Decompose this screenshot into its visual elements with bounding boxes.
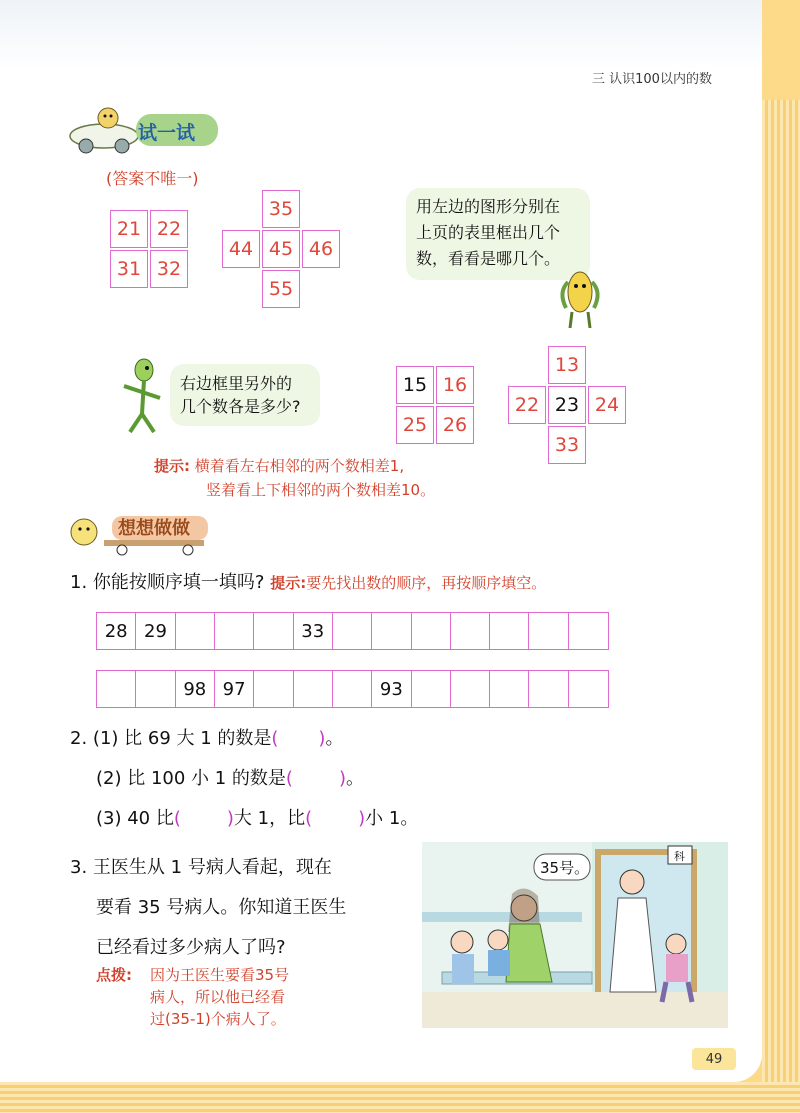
page-edge-bottom <box>0 1082 800 1113</box>
number-cell[interactable] <box>412 671 451 707</box>
bubble-line: 右边框里另外的 <box>180 374 293 393</box>
number-cell[interactable] <box>254 613 293 649</box>
grasshopper-mascot-icon <box>112 352 172 436</box>
grid-cell: 13 <box>548 346 586 384</box>
hint-block <box>154 454 404 478</box>
number-cell: 33 <box>294 613 333 649</box>
number-cell[interactable] <box>372 613 411 649</box>
number-cell[interactable] <box>136 671 175 707</box>
bubble-line: 上页的表里框出几个 <box>416 223 561 242</box>
number-cell[interactable] <box>490 613 529 649</box>
question-text: 你能按顺序填一填吗? <box>92 572 265 593</box>
number-cell[interactable] <box>490 671 529 707</box>
tip-line: 病人，所以他已经看 <box>150 988 286 1006</box>
grid-cell: 46 <box>302 230 340 268</box>
number-cell[interactable] <box>451 613 490 649</box>
number-cell[interactable] <box>529 613 568 649</box>
answer-blank-open[interactable]: ( <box>285 768 293 789</box>
number-cell[interactable] <box>569 613 608 649</box>
grid-cell: 35 <box>262 190 300 228</box>
tip-text <box>150 964 289 1030</box>
speech-bubble <box>170 364 320 426</box>
number-cell[interactable] <box>412 613 451 649</box>
hint-label: 提示: <box>154 457 190 475</box>
number-cell: 98 <box>176 671 215 707</box>
answer-blank-open[interactable]: ( <box>305 808 313 829</box>
chapter-header: 三 认识100以内的数 <box>592 72 712 87</box>
speech-label: 35号。 <box>540 859 590 877</box>
number-cell: 93 <box>372 671 411 707</box>
hint-text: 要先找出数的顺序，再按顺序填空。 <box>306 574 547 592</box>
section2-title: 想想做做 <box>118 518 190 539</box>
grid-cell: 23 <box>548 386 586 424</box>
question-line: 已经看过多少病人了吗? <box>96 937 286 958</box>
question-2-part-3 <box>96 808 418 830</box>
number-cell[interactable] <box>569 671 608 707</box>
number-row-1 <box>96 612 609 650</box>
door-sign: 科 <box>674 850 685 863</box>
tip-label: 点拨: <box>96 966 132 984</box>
tip-line: 因为王医生要看35号 <box>150 966 290 984</box>
grid-cell: 33 <box>548 426 586 464</box>
number-cell: 29 <box>136 613 175 649</box>
bubble-line: 数，看看是哪几个。 <box>416 249 561 268</box>
tip-block <box>96 964 132 986</box>
grid-cell: 24 <box>588 386 626 424</box>
corn-mascot-icon <box>552 262 608 332</box>
grid-cell: 45 <box>262 230 300 268</box>
grid-cell: 44 <box>222 230 260 268</box>
grid-cell: 22 <box>150 210 188 248</box>
question-number: 3. <box>70 857 88 878</box>
question-3 <box>70 848 346 968</box>
question-1 <box>70 572 546 594</box>
top-band <box>0 0 762 70</box>
bubble-line: 用左边的图形分别在 <box>416 197 561 216</box>
hint-label: 提示: <box>270 574 307 592</box>
question-text: 小 1。 <box>365 808 419 829</box>
grid-cell: 22 <box>508 386 546 424</box>
number-cell[interactable] <box>97 671 136 707</box>
answer-blank-open[interactable]: ( <box>173 808 181 829</box>
section1-title: 试一试 <box>138 122 196 144</box>
question-text: 大 1，比 <box>233 808 306 829</box>
number-cell: 97 <box>215 671 254 707</box>
grid-cell: 21 <box>110 210 148 248</box>
number-cell[interactable] <box>333 671 372 707</box>
grid-cell: 15 <box>396 366 434 404</box>
grid-cell: 55 <box>262 270 300 308</box>
number-cell[interactable] <box>451 671 490 707</box>
tip-line: 过(35-1)个病人了。 <box>150 1010 286 1028</box>
grid-cell: 16 <box>436 366 474 404</box>
section1-note: (答案不唯一) <box>106 169 199 188</box>
answer-blank-close: ) <box>358 808 366 829</box>
grid-cell: 32 <box>150 250 188 288</box>
question-line: 王医生从 1 号病人看起，现在 <box>92 857 332 878</box>
question-number: 1. <box>70 572 88 593</box>
number-cell[interactable] <box>333 613 372 649</box>
answer-blank-close: ) <box>318 728 326 749</box>
question-number: 2. <box>70 728 88 749</box>
answer-blank-close: ) <box>226 808 234 829</box>
question-2-part-1 <box>70 728 343 750</box>
page-number: 49 <box>692 1048 736 1070</box>
number-cell[interactable] <box>294 671 333 707</box>
question-line: 要看 35 号病人。你知道王医生 <box>96 897 347 918</box>
answer-blank-close: ) <box>338 768 346 789</box>
number-cell[interactable] <box>215 613 254 649</box>
grid-cell: 31 <box>110 250 148 288</box>
number-cell[interactable] <box>254 671 293 707</box>
punct: 。 <box>325 728 344 749</box>
grid-cell: 26 <box>436 406 474 444</box>
grid-cell: 25 <box>396 406 434 444</box>
number-row-2 <box>96 670 609 708</box>
number-cell: 28 <box>97 613 136 649</box>
punct: 。 <box>345 768 364 789</box>
question-2-part-2 <box>96 768 364 790</box>
number-cell[interactable] <box>176 613 215 649</box>
page-edge-right <box>762 100 800 1113</box>
question-text: (2) 比 100 小 1 的数是 <box>96 768 286 789</box>
bubble-line: 几个数各是多少? <box>180 397 301 416</box>
answer-blank-open[interactable]: ( <box>271 728 279 749</box>
hint-line: 横着看左右相邻的两个数相差1, <box>194 457 405 475</box>
question-text: (3) 40 比 <box>96 808 174 829</box>
number-cell[interactable] <box>529 671 568 707</box>
question-text: (1) 比 69 大 1 的数是 <box>92 728 272 749</box>
hint-line: 竖着看上下相邻的两个数相差10。 <box>206 481 436 499</box>
